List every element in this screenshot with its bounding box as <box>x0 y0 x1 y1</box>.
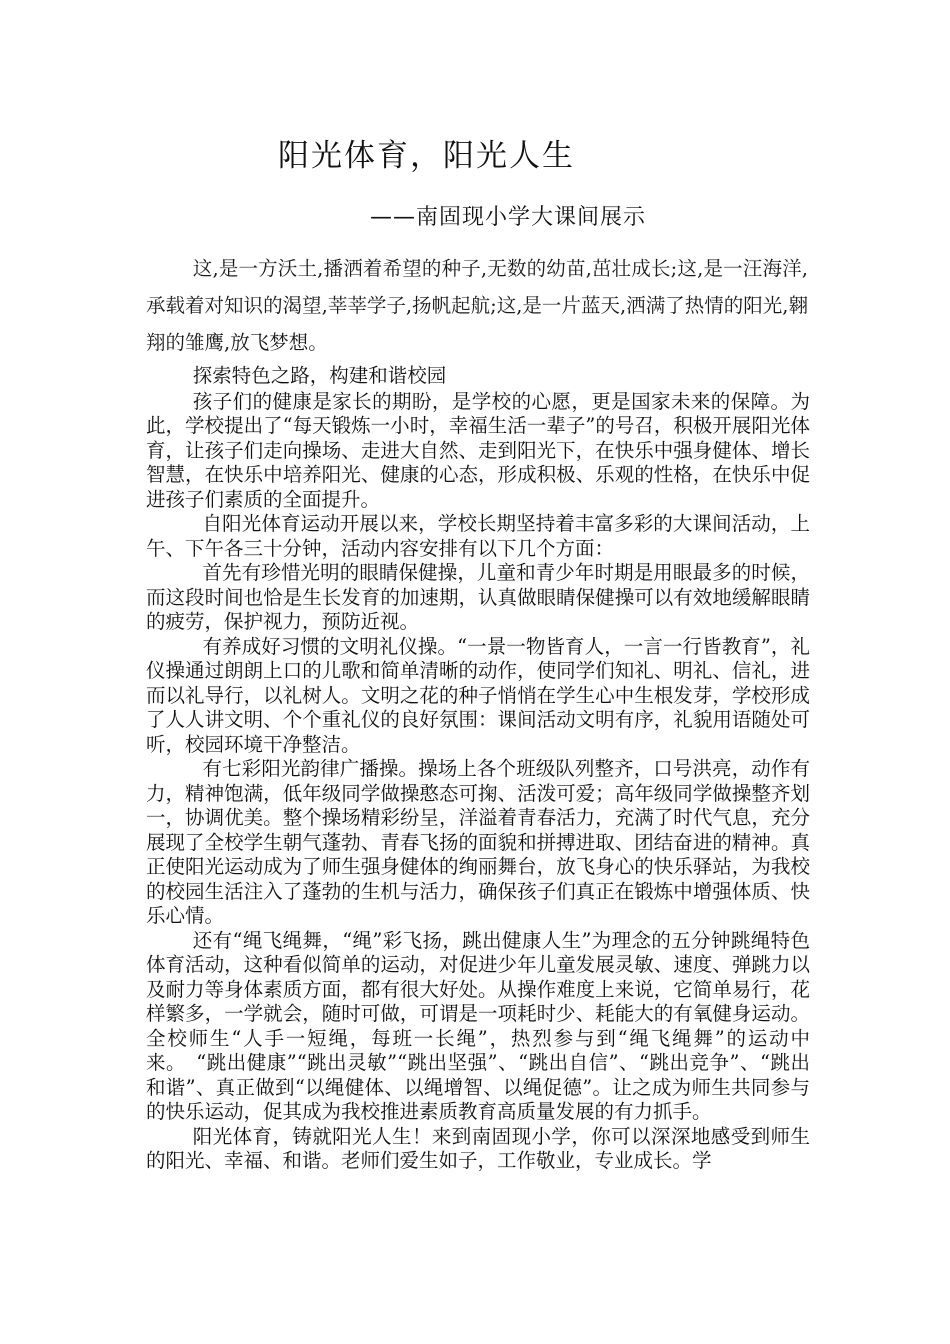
document-title: 阳光体育，阳光人生 <box>278 138 575 174</box>
paragraph-health: 孩子们的健康是家长的期盼，是学校的心愿，更是国家未来的保障。为此，学校提出了“每天锻炼一小时，幸福生活一辈子”的号召，积极开展阳光体育，让孩子们走向操场、走进大自然、走到阳光下，在快乐中强身健体、增长智慧，在快乐中培养阳光、健康的心态，形成积极、乐观的性格，在快乐中促进孩子们素质的全面提升。 <box>146 389 810 511</box>
paragraph-rope-skipping: 还有“绳飞绳舞，“绳”彩飞扬，跳出健康人生”为理念的五分钟跳绳特色体育活动，这种看似简单的运动，对促进少年儿童发展灵敏、速度、弹跳力以及耐力等身体素质方面，都有很大好处。从操作难度上来说，它简单易行，花样繁多，一学就会，随时可做，可谓是一项耗时少、耗能大的有氧健身运动。全校师生“人手一短绳，每班一长绳”，热烈参与到“绳飞绳舞”的运动中来。 “跳出健康”“跳出灵敏”“跳出坚强”、“跳出自信”、“跳出竞争”、“跳出和谐”、真正做到“以绳健体、以绳增智、以绳促德”。让之成为师生共同参与的快乐运动，促其成为我校推进素质教育高质量发展的有力抓手。 <box>146 928 810 1123</box>
body-text <box>146 364 810 1174</box>
paragraph-broadcast-exercise: 有七彩阳光韵律广播操。操场上各个班级队列整齐，口号洪亮，动作有力，精神饱满，低年级同学做操憨态可掬、活泼可爱；高年级同学做操整齐划一，协调优美。整个操场精彩纷呈，洋溢着青春活力，充满了时代气息，充分展现了全校学生朝气蓬勃、青春飞扬的面貌和拼搏进取、团结奋进的精神。真正使阳光运动成为了师生强身健体的绚丽舞台，放飞身心的快乐驿站，为我校的校园生活注入了蓬勃的生机与活力，确保孩子们真正在锻炼中增强体质、快乐心情。 <box>146 757 810 927</box>
paragraph-activities: 自阳光体育运动开展以来，学校长期坚持着丰富多彩的大课间活动，上午、下午各三十分钟，活动内容安排有以下几个方面： <box>146 512 810 560</box>
section-heading: 探索特色之路，构建和谐校园 <box>192 364 447 387</box>
paragraph-eye-exercise: 首先有珍惜光明的眼睛保健操，儿童和青少年时期是用眼最多的时候，而这段时间也恰是生长发育的加速期，认真做眼睛保健操可以有效地缓解眼睛的疲劳，保护视力，预防近视。 <box>146 561 810 633</box>
document-subtitle: ——南固现小学大课间展示 <box>370 205 647 230</box>
intro-paragraph: 这,是一方沃土,播洒着希望的种子,无数的幼苗,茁壮成长;这,是一汪海洋,承载着对知识的渴望,莘莘学子,扬帆起航;这,是一片蓝天,洒满了热情的阳光,翱翔的雏鹰,放飞梦想。 <box>146 257 808 354</box>
paragraph-etiquette: 有养成好习惯的文明礼仪操。“一景一物皆育人，一言一行皆教育”，礼仪操通过朗朗上口的儿歌和简单清晰的动作，使同学们知礼、明礼、信礼，进而以礼导行，以礼树人。文明之花的种子悄悄在学生心中生根发芽，学校形成了人人讲文明、个个重礼仪的良好氛围：课间活动文明有序，礼貌用语随处可听，校园环境干净整洁。 <box>146 634 810 756</box>
paragraph-conclusion: 阳光体育，铸就阳光人生！来到南固现小学，你可以深深地感受到师生的阳光、幸福、和谐。老师们爱生如子，工作敬业，专业成长。学 <box>146 1124 810 1172</box>
